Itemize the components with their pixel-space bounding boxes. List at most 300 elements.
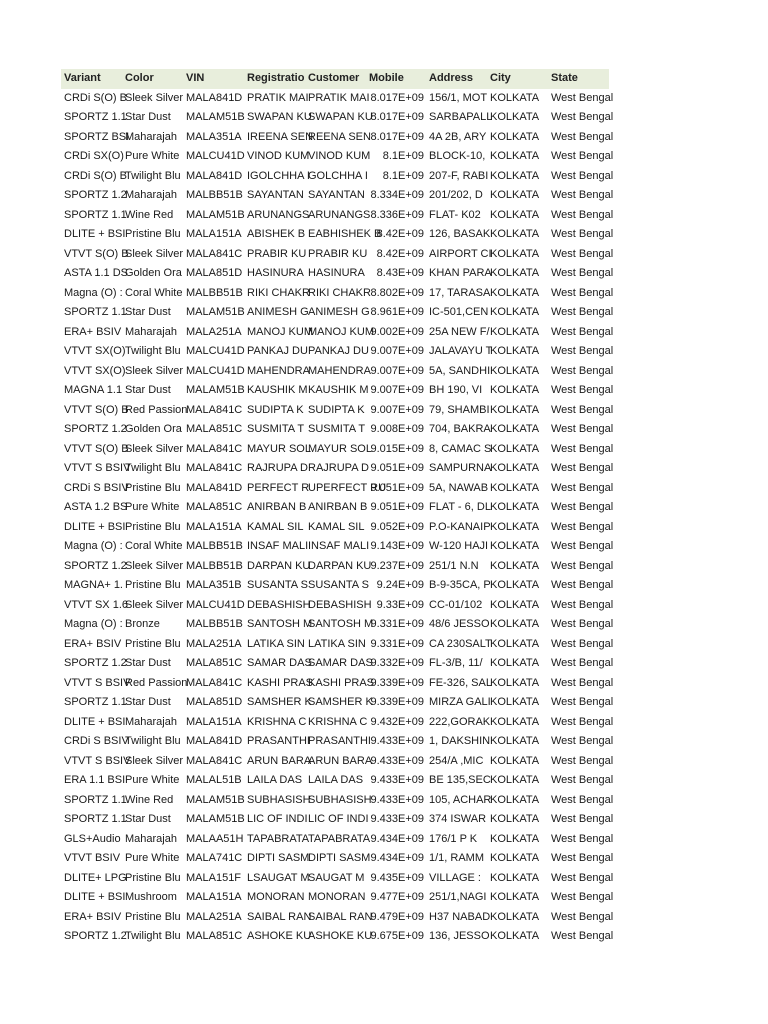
address-cell[interactable]: JALAVAYU T	[429, 345, 493, 357]
registration-cell[interactable]: LIC OF INDI	[247, 813, 308, 825]
city-cell[interactable]: KOLKATA	[490, 91, 540, 104]
variant-cell[interactable]: VTVT S(O) B	[64, 442, 129, 455]
city-cell[interactable]: KOLKATA	[490, 520, 540, 533]
city-cell[interactable]: KOLKATA	[490, 150, 540, 162]
color-cell[interactable]: Pristine Blu	[125, 871, 181, 884]
registration-cell[interactable]: ANIMESH G	[247, 306, 309, 318]
mobile-cell[interactable]: 9.339E+09	[370, 676, 424, 689]
registration-cell[interactable]: SUDIPTA K	[247, 403, 304, 416]
city-cell[interactable]: KOLKATA	[490, 228, 540, 240]
address-cell[interactable]: H37 NABAD	[429, 910, 491, 923]
customer-cell[interactable]: RAJRUPA D	[308, 462, 369, 474]
city-cell[interactable]: KOLKATA	[490, 832, 540, 845]
address-cell[interactable]: MIRZA GALI	[429, 696, 491, 708]
registration-cell[interactable]: VINOD KUM	[247, 150, 310, 162]
customer-cell[interactable]: GOLCHHA I	[308, 169, 368, 182]
city-cell[interactable]: KOLKATA	[490, 559, 540, 572]
registration-cell[interactable]: IREENA SEN	[247, 130, 314, 143]
customer-cell[interactable]: SUSANTA S	[308, 579, 369, 591]
variant-cell[interactable]: GLS+Audio	[64, 832, 121, 845]
customer-cell[interactable]: KAMAL SIL	[308, 520, 365, 533]
customer-cell[interactable]: PANKAJ DU	[308, 345, 369, 357]
address-cell[interactable]: FE-326, SAL	[429, 676, 492, 689]
customer-cell[interactable]: TAPABRATA	[308, 832, 371, 845]
state-cell[interactable]: West Bengal	[551, 501, 614, 513]
vin-cell[interactable]: MALA251A	[186, 910, 242, 923]
color-cell[interactable]: Sleek Silver	[125, 598, 184, 611]
color-cell[interactable]: Maharajah	[125, 325, 177, 338]
address-cell[interactable]: VILLAGE :	[429, 871, 481, 884]
state-cell[interactable]: West Bengal	[551, 637, 614, 650]
mobile-cell[interactable]: 8.42E+09	[376, 247, 424, 260]
registration-cell[interactable]: ARUNANGS	[247, 208, 310, 221]
customer-cell[interactable]: SWAPAN KU	[308, 111, 373, 123]
variant-cell[interactable]: VTVT S BSIV	[64, 676, 131, 689]
vin-cell[interactable]: MALA841C	[186, 754, 243, 767]
address-cell[interactable]: CC-01/102	[429, 598, 483, 611]
customer-cell[interactable]: MAHENDRA	[308, 364, 371, 377]
vin-cell[interactable]: MALAM51B	[186, 306, 245, 318]
mobile-cell[interactable]: 9.433E+09	[370, 793, 424, 806]
address-cell[interactable]: 105, ACHAR	[429, 793, 492, 806]
vin-cell[interactable]: MALAM51B	[186, 813, 245, 825]
customer-cell[interactable]: REENA SEN	[308, 130, 371, 143]
city-cell[interactable]: KOLKATA	[490, 793, 540, 806]
color-cell[interactable]: Pristine Blu	[125, 910, 181, 923]
mobile-cell[interactable]: 9.24E+09	[376, 579, 424, 591]
vin-cell[interactable]: MALAL51B	[186, 774, 242, 786]
mobile-cell[interactable]: 9.33E+09	[376, 598, 424, 611]
vin-cell[interactable]: MALA151F	[186, 871, 242, 884]
customer-cell[interactable]: SAYANTAN	[308, 189, 365, 201]
mobile-cell[interactable]: 9.237E+09	[370, 559, 424, 572]
color-cell[interactable]: Star Dust	[125, 306, 171, 318]
customer-cell[interactable]: ANIRBAN B	[308, 501, 368, 513]
city-cell[interactable]: KOLKATA	[490, 403, 540, 416]
mobile-cell[interactable]: 9.331E+09	[370, 637, 424, 650]
mobile-cell[interactable]: 9.007E+09	[370, 384, 424, 396]
state-cell[interactable]: West Bengal	[551, 423, 614, 435]
address-cell[interactable]: 8, CAMAC S	[429, 442, 492, 455]
city-cell[interactable]: KOLKATA	[490, 481, 540, 494]
city-cell[interactable]: KOLKATA	[490, 208, 540, 221]
state-cell[interactable]: West Bengal	[551, 325, 614, 338]
customer-cell[interactable]: DEBASHISH	[308, 598, 372, 611]
header-variant[interactable]: Variant	[64, 72, 101, 84]
registration-cell[interactable]: LAILA DAS	[247, 774, 303, 786]
registration-cell[interactable]: KRISHNA C	[247, 715, 307, 728]
address-cell[interactable]: 374 ISWAR	[429, 813, 487, 825]
address-cell[interactable]: 79, SHAMBI	[429, 403, 490, 416]
address-cell[interactable]: 136, JESSO	[429, 930, 490, 942]
customer-cell[interactable]: HASINURA	[308, 267, 365, 279]
address-cell[interactable]: BLOCK-10,	[429, 150, 486, 162]
vin-cell[interactable]: MALA151A	[186, 891, 242, 903]
color-cell[interactable]: Twilight Blu	[125, 930, 181, 942]
variant-cell[interactable]: MAGNA 1.1	[64, 384, 123, 396]
state-cell[interactable]: West Bengal	[551, 930, 614, 942]
state-cell[interactable]: West Bengal	[551, 579, 614, 591]
registration-cell[interactable]: TAPABRATA	[247, 832, 310, 845]
customer-cell[interactable]: ASHOKE KU	[308, 930, 373, 942]
city-cell[interactable]: KOLKATA	[490, 384, 540, 396]
mobile-cell[interactable]: 9.433E+09	[370, 735, 424, 747]
state-cell[interactable]: West Bengal	[551, 150, 614, 162]
city-cell[interactable]: KOLKATA	[490, 696, 540, 708]
variant-cell[interactable]: VTVT S BSIV	[64, 462, 131, 474]
mobile-cell[interactable]: 9.008E+09	[370, 423, 424, 435]
vin-cell[interactable]: MALA841D	[186, 91, 243, 104]
vin-cell[interactable]: MALA841C	[186, 676, 243, 689]
variant-cell[interactable]: SPORTZ 1.2	[64, 930, 127, 942]
mobile-cell[interactable]: 9.015E+09	[370, 442, 424, 455]
address-cell[interactable]: 201/202, D	[429, 189, 483, 201]
mobile-cell[interactable]: 9.332E+09	[370, 657, 424, 669]
address-cell[interactable]: SARBAPALL	[429, 111, 493, 123]
customer-cell[interactable]: SUDIPTA K	[308, 403, 365, 416]
registration-cell[interactable]: PRASANTHI	[247, 735, 310, 747]
city-cell[interactable]: KOLKATA	[490, 306, 540, 318]
state-cell[interactable]: West Bengal	[551, 598, 614, 611]
color-cell[interactable]: Sleek Silver	[125, 442, 184, 455]
mobile-cell[interactable]: 9.051E+09	[370, 462, 424, 474]
customer-cell[interactable]: DARPAN KU	[308, 559, 372, 572]
registration-cell[interactable]: MAYUR SOL	[247, 442, 311, 455]
customer-cell[interactable]: LAILA DAS	[308, 774, 364, 786]
city-cell[interactable]: KOLKATA	[490, 852, 540, 864]
state-cell[interactable]: West Bengal	[551, 267, 614, 279]
color-cell[interactable]: Star Dust	[125, 657, 171, 669]
header-registration[interactable]: Registratio	[247, 72, 305, 84]
vin-cell[interactable]: MALAM51B	[186, 793, 245, 806]
customer-cell[interactable]: MANOJ KUM	[308, 325, 374, 338]
vin-cell[interactable]: MALA841C	[186, 247, 243, 260]
color-cell[interactable]: Pristine Blu	[125, 520, 181, 533]
customer-cell[interactable]: SAIBAL RAN	[308, 910, 373, 923]
registration-cell[interactable]: LATIKA SIN	[247, 637, 305, 650]
header-customer[interactable]: Customer	[308, 72, 360, 84]
registration-cell[interactable]: MANOJ KUM	[247, 325, 313, 338]
vin-cell[interactable]: MALA251A	[186, 637, 242, 650]
vin-cell[interactable]: MALBB51B	[186, 540, 243, 552]
vin-cell[interactable]: MALBB51B	[186, 286, 243, 299]
header-mobile[interactable]: Mobile	[369, 72, 404, 84]
vin-cell[interactable]: MALA841C	[186, 403, 243, 416]
address-cell[interactable]: FLAT- K02	[429, 208, 481, 221]
address-cell[interactable]: AIRPORT CI	[429, 247, 492, 260]
variant-cell[interactable]: ERA+ BSIV	[64, 910, 122, 923]
vin-cell[interactable]: MALA151A	[186, 520, 242, 533]
state-cell[interactable]: West Bengal	[551, 442, 614, 455]
state-cell[interactable]: West Bengal	[551, 891, 614, 903]
variant-cell[interactable]: Magna (O) :	[64, 618, 123, 630]
address-cell[interactable]: 4A 2B, ARY	[429, 130, 487, 143]
mobile-cell[interactable]: 9.477E+09	[370, 891, 424, 903]
state-cell[interactable]: West Bengal	[551, 793, 614, 806]
variant-cell[interactable]: SPORTZ 1.2	[64, 423, 127, 435]
mobile-cell[interactable]: 9.007E+09	[370, 345, 424, 357]
color-cell[interactable]: Sleek Silver	[125, 247, 184, 260]
vin-cell[interactable]: MALA151A	[186, 228, 242, 240]
variant-cell[interactable]: CRDi S BSIV	[64, 481, 129, 494]
address-cell[interactable]: 222,GORAK	[429, 715, 491, 728]
header-color[interactable]: Color	[125, 72, 154, 84]
variant-cell[interactable]: CRDi S(O) B	[64, 169, 127, 182]
city-cell[interactable]: KOLKATA	[490, 189, 540, 201]
state-cell[interactable]: West Bengal	[551, 403, 614, 416]
registration-cell[interactable]: SUBHASISH	[247, 793, 311, 806]
mobile-cell[interactable]: 9.434E+09	[370, 832, 424, 845]
mobile-cell[interactable]: 9.435E+09	[370, 871, 424, 884]
mobile-cell[interactable]: 9.002E+09	[370, 325, 424, 338]
customer-cell[interactable]: ARUNANGS	[308, 208, 371, 221]
state-cell[interactable]: West Bengal	[551, 618, 614, 630]
vin-cell[interactable]: MALAM51B	[186, 208, 245, 221]
variant-cell[interactable]: SPORTZ 1.1	[64, 793, 127, 806]
vin-cell[interactable]: MALA841C	[186, 462, 243, 474]
mobile-cell[interactable]: 8.017E+09	[370, 130, 424, 143]
mobile-cell[interactable]: 8.017E+09	[370, 91, 424, 104]
variant-cell[interactable]: DLITE + BSI	[64, 891, 126, 903]
color-cell[interactable]: Twilight Blu	[125, 169, 181, 182]
color-cell[interactable]: Mushroom	[125, 891, 177, 903]
variant-cell[interactable]: DLITE + BSI	[64, 715, 126, 728]
registration-cell[interactable]: SAIBAL RAN	[247, 910, 312, 923]
variant-cell[interactable]: SPORTZ 1.1	[64, 813, 127, 825]
mobile-cell[interactable]: 8.43E+09	[376, 267, 424, 279]
state-cell[interactable]: West Bengal	[551, 345, 614, 357]
customer-cell[interactable]: KASHI PRAS	[308, 676, 375, 689]
color-cell[interactable]: Coral White	[125, 540, 183, 552]
variant-cell[interactable]: VTVT S(O) B	[64, 403, 129, 416]
state-cell[interactable]: West Bengal	[551, 111, 614, 123]
city-cell[interactable]: KOLKATA	[490, 111, 540, 123]
mobile-cell[interactable]: 8.017E+09	[370, 111, 424, 123]
registration-cell[interactable]: SUSMITA T	[247, 423, 305, 435]
city-cell[interactable]: KOLKATA	[490, 501, 540, 513]
registration-cell[interactable]: PRABIR KU	[247, 247, 307, 260]
city-cell[interactable]: KOLKATA	[490, 618, 540, 630]
customer-cell[interactable]: VINOD KUM	[308, 150, 371, 162]
city-cell[interactable]: KOLKATA	[490, 676, 540, 689]
address-cell[interactable]: 207-F, RABI	[429, 169, 489, 182]
state-cell[interactable]: West Bengal	[551, 754, 614, 767]
customer-cell[interactable]: INSAF MALI	[308, 540, 370, 552]
address-cell[interactable]: BE 135,SEC	[429, 774, 491, 786]
customer-cell[interactable]: PRATIK MAI	[308, 91, 370, 104]
state-cell[interactable]: West Bengal	[551, 871, 614, 884]
vin-cell[interactable]: MALA151A	[186, 715, 242, 728]
color-cell[interactable]: Maharajah	[125, 832, 177, 845]
address-cell[interactable]: IC-501,CEN	[429, 306, 489, 318]
vin-cell[interactable]: MALBB51B	[186, 618, 243, 630]
customer-cell[interactable]: ANIMESH G	[308, 306, 370, 318]
city-cell[interactable]: KOLKATA	[490, 423, 540, 435]
variant-cell[interactable]: ERA+ BSIV	[64, 325, 122, 338]
registration-cell[interactable]: ARUN BARA	[247, 754, 312, 767]
customer-cell[interactable]: LATIKA SIN	[308, 637, 366, 650]
state-cell[interactable]: West Bengal	[551, 715, 614, 728]
mobile-cell[interactable]: 9.432E+09	[370, 715, 424, 728]
variant-cell[interactable]: CRDi S BSIV	[64, 735, 129, 747]
customer-cell[interactable]: SAMSHER K	[308, 696, 373, 708]
color-cell[interactable]: Pristine Blu	[125, 637, 181, 650]
customer-cell[interactable]: LIC OF INDI	[308, 813, 369, 825]
city-cell[interactable]: KOLKATA	[490, 754, 540, 767]
address-cell[interactable]: 704, BAKRA	[429, 423, 491, 435]
registration-cell[interactable]: SAMAR DAS	[247, 657, 312, 669]
registration-cell[interactable]: ANIRBAN B	[247, 501, 307, 513]
variant-cell[interactable]: DLITE + BSI	[64, 520, 126, 533]
vin-cell[interactable]: MALA841D	[186, 169, 243, 182]
mobile-cell[interactable]: 8.336E+09	[370, 208, 424, 221]
city-cell[interactable]: KOLKATA	[490, 774, 540, 786]
customer-cell[interactable]: PRABIR KU	[308, 247, 368, 260]
variant-cell[interactable]: DLITE + BSI	[64, 228, 126, 240]
customer-cell[interactable]: MONORAN	[308, 891, 366, 903]
color-cell[interactable]: Pure White	[125, 852, 180, 864]
state-cell[interactable]: West Bengal	[551, 540, 614, 552]
registration-cell[interactable]: KASHI PRAS	[247, 676, 314, 689]
registration-cell[interactable]: PRATIK MAI	[247, 91, 309, 104]
address-cell[interactable]: 1, DAKSHIN	[429, 735, 491, 747]
city-cell[interactable]: KOLKATA	[490, 130, 540, 143]
mobile-cell[interactable]: 9.007E+09	[370, 403, 424, 416]
state-cell[interactable]: West Bengal	[551, 384, 614, 396]
mobile-cell[interactable]: 9.007E+09	[370, 364, 424, 377]
registration-cell[interactable]: LSAUGAT M	[247, 871, 310, 884]
variant-cell[interactable]: SPORTZ 1.1	[64, 306, 127, 318]
color-cell[interactable]: Twilight Blu	[125, 735, 181, 747]
customer-cell[interactable]: MAYUR SOL	[308, 442, 372, 455]
registration-cell[interactable]: SAYANTAN	[247, 189, 304, 201]
address-cell[interactable]: 1/1, RAMM	[429, 852, 485, 864]
customer-cell[interactable]: EABHISHEK B	[308, 228, 382, 240]
vin-cell[interactable]: MALAA51H	[186, 832, 244, 845]
variant-cell[interactable]: MAGNA+ 1.	[64, 579, 123, 591]
registration-cell[interactable]: SANTOSH M	[247, 618, 313, 630]
registration-cell[interactable]: RIKI CHAKR	[247, 286, 310, 299]
variant-cell[interactable]: SPORTZ 1.1	[64, 696, 127, 708]
vin-cell[interactable]: MALA851C	[186, 930, 243, 942]
address-cell[interactable]: P.O-KANAIP	[429, 520, 491, 533]
color-cell[interactable]: Red Passion	[125, 403, 188, 416]
city-cell[interactable]: KOLKATA	[490, 442, 540, 455]
customer-cell[interactable]: SAMAR DAS	[308, 657, 373, 669]
vin-cell[interactable]: MALA851C	[186, 657, 243, 669]
registration-cell[interactable]: KAUSHIK M	[247, 384, 308, 396]
city-cell[interactable]: KOLKATA	[490, 169, 540, 182]
address-cell[interactable]: KHAN PARA	[429, 267, 492, 279]
address-cell[interactable]: 126, BASAK	[429, 228, 491, 240]
city-cell[interactable]: KOLKATA	[490, 637, 540, 650]
mobile-cell[interactable]: 9.331E+09	[370, 618, 424, 630]
state-cell[interactable]: West Bengal	[551, 832, 614, 845]
variant-cell[interactable]: VTVT S BSIV	[64, 754, 131, 767]
variant-cell[interactable]: CRDi S(O) B	[64, 91, 127, 104]
registration-cell[interactable]: PERFECT R	[247, 481, 310, 494]
registration-cell[interactable]: SAMSHER K	[247, 696, 312, 708]
customer-cell[interactable]: SAUGAT M	[308, 871, 365, 884]
city-cell[interactable]: KOLKATA	[490, 715, 540, 728]
color-cell[interactable]: Pristine Blu	[125, 228, 181, 240]
state-cell[interactable]: West Bengal	[551, 364, 614, 377]
city-cell[interactable]: KOLKATA	[490, 462, 540, 474]
state-cell[interactable]: West Bengal	[551, 520, 614, 533]
address-cell[interactable]: 48/6 JESSO	[429, 618, 490, 630]
mobile-cell[interactable]: 9.479E+09	[370, 910, 424, 923]
variant-cell[interactable]: VTVT BSIV	[64, 852, 121, 864]
address-cell[interactable]: W-120 HAJI	[429, 540, 489, 552]
variant-cell[interactable]: SPORTZ 1.2	[64, 189, 127, 201]
registration-cell[interactable]: DIPTI SASM	[247, 852, 310, 864]
mobile-cell[interactable]: 9.339E+09	[370, 696, 424, 708]
state-cell[interactable]: West Bengal	[551, 130, 614, 143]
city-cell[interactable]: KOLKATA	[490, 735, 540, 747]
city-cell[interactable]: KOLKATA	[490, 325, 540, 338]
color-cell[interactable]: Maharajah	[125, 130, 177, 143]
mobile-cell[interactable]: 9.675E+09	[370, 930, 424, 942]
customer-cell[interactable]: PRASANTHI	[308, 735, 371, 747]
customer-cell[interactable]: SUSMITA T	[308, 423, 366, 435]
mobile-cell[interactable]: 9.051E+09	[370, 481, 424, 494]
color-cell[interactable]: Red Passion	[125, 676, 188, 689]
vin-cell[interactable]: MALA351A	[186, 130, 242, 143]
color-cell[interactable]: Star Dust	[125, 696, 171, 708]
registration-cell[interactable]: ASHOKE KU	[247, 930, 312, 942]
state-cell[interactable]: West Bengal	[551, 813, 614, 825]
variant-cell[interactable]: ASTA 1.2 BS	[64, 501, 128, 513]
address-cell[interactable]: 5A, SANDHI	[429, 364, 491, 377]
city-cell[interactable]: KOLKATA	[490, 598, 540, 611]
vin-cell[interactable]: MALA851D	[186, 267, 243, 279]
address-cell[interactable]: BH 190, VI	[429, 384, 483, 396]
variant-cell[interactable]: Magna (O) :	[64, 540, 123, 552]
address-cell[interactable]: 254/A ,MIC	[429, 754, 484, 767]
registration-cell[interactable]: DEBASHISH	[247, 598, 311, 611]
city-cell[interactable]: KOLKATA	[490, 579, 540, 591]
color-cell[interactable]: Wine Red	[125, 208, 174, 221]
registration-cell[interactable]: DARPAN KU	[247, 559, 311, 572]
city-cell[interactable]: KOLKATA	[490, 247, 540, 260]
variant-cell[interactable]: DLITE+ LPG	[64, 871, 127, 884]
state-cell[interactable]: West Bengal	[551, 676, 614, 689]
mobile-cell[interactable]: 9.433E+09	[370, 813, 424, 825]
customer-cell[interactable]: SANTOSH M	[308, 618, 374, 630]
vin-cell[interactable]: MALCU41D	[186, 150, 245, 162]
variant-cell[interactable]: SPORTZ 1.2	[64, 559, 127, 572]
vin-cell[interactable]: MALCU41D	[186, 598, 245, 611]
customer-cell[interactable]: KAUSHIK M	[308, 384, 369, 396]
customer-cell[interactable]: RIKI CHAKR	[308, 286, 371, 299]
header-state[interactable]: State	[551, 72, 578, 84]
vin-cell[interactable]: MALA841D	[186, 481, 243, 494]
color-cell[interactable]: Star Dust	[125, 813, 171, 825]
address-cell[interactable]: 25A NEW F/	[429, 325, 490, 338]
color-cell[interactable]: Star Dust	[125, 111, 171, 123]
color-cell[interactable]: Star Dust	[125, 384, 171, 396]
state-cell[interactable]: West Bengal	[551, 208, 614, 221]
customer-cell[interactable]: SUBHASISH	[308, 793, 372, 806]
color-cell[interactable]: Maharajah	[125, 715, 177, 728]
mobile-cell[interactable]: 8.1E+09	[382, 150, 424, 162]
vin-cell[interactable]: MALA841C	[186, 442, 243, 455]
customer-cell[interactable]: KRISHNA C	[308, 715, 368, 728]
vin-cell[interactable]: MALBB51B	[186, 559, 243, 572]
color-cell[interactable]: Pure White	[125, 774, 180, 786]
variant-cell[interactable]: CRDi SX(O)	[64, 150, 124, 162]
address-cell[interactable]: 156/1, MOT	[429, 91, 488, 104]
